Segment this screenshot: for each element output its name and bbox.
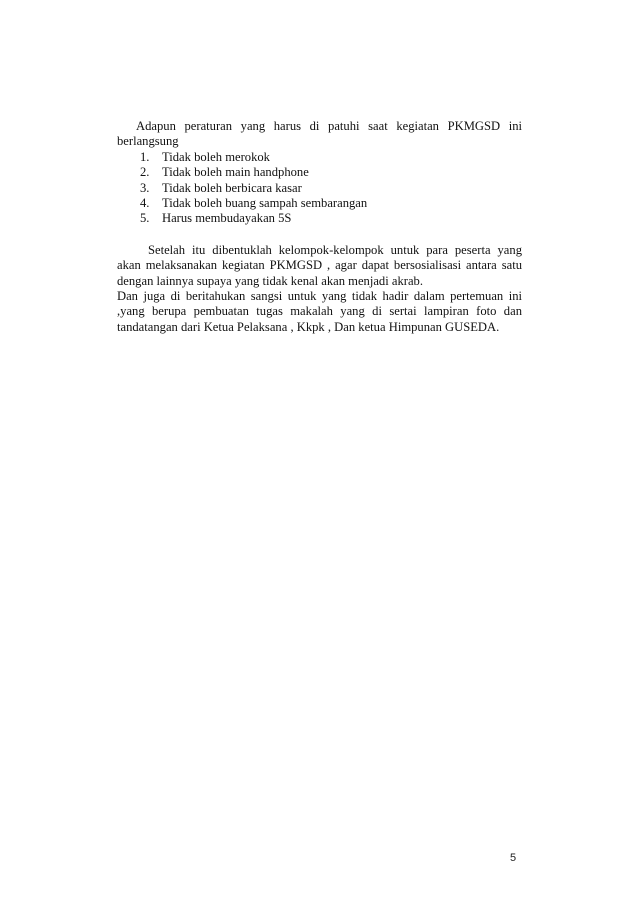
list-item-number: 1.	[140, 149, 150, 164]
document-body	[117, 119, 522, 335]
list-item-number: 5.	[140, 211, 150, 226]
list-item-text: Tidak boleh main handphone	[162, 165, 309, 180]
list-item-number: 4.	[140, 196, 150, 211]
paragraph-spacer	[117, 227, 522, 243]
sanction-paragraph: Dan juga di beritahukan sangsi untuk yang tidak hadir dalam pertemuan ini ,yang berupa pembuatan tugas makalah yang di sertai lampiran foto dan tandatangan dari Ketua Pelaksana , Kkpk , Dan ketua Himpunan GUSEDA.	[117, 289, 522, 334]
list-item	[140, 150, 522, 165]
list-item	[140, 196, 522, 211]
list-item-number: 3.	[140, 180, 150, 195]
intro-paragraph: Adapun peraturan yang harus di patuhi saat kegiatan PKMGSD ini berlangsung	[117, 119, 522, 149]
list-item-number: 2.	[140, 165, 150, 180]
list-item	[140, 181, 522, 196]
list-item-text: Harus membudayakan 5S	[162, 211, 292, 226]
page-number: 5	[510, 852, 517, 864]
rules-list	[117, 150, 522, 227]
list-item	[140, 211, 522, 226]
list-item-text: Tidak boleh buang sampah sembarangan	[162, 196, 368, 211]
list-item	[140, 165, 522, 180]
groups-paragraph: Setelah itu dibentuklah kelompok-kelompok untuk para peserta yang akan melaksanakan kegiatan PKMGSD , agar dapat bersosialisasi antara satu dengan lainnya supaya yang tidak kenal akan menjadi akrab.	[117, 242, 522, 288]
list-item-text: Tidak boleh berbicara kasar	[162, 180, 302, 195]
list-item-text: Tidak boleh merokok	[162, 149, 270, 164]
